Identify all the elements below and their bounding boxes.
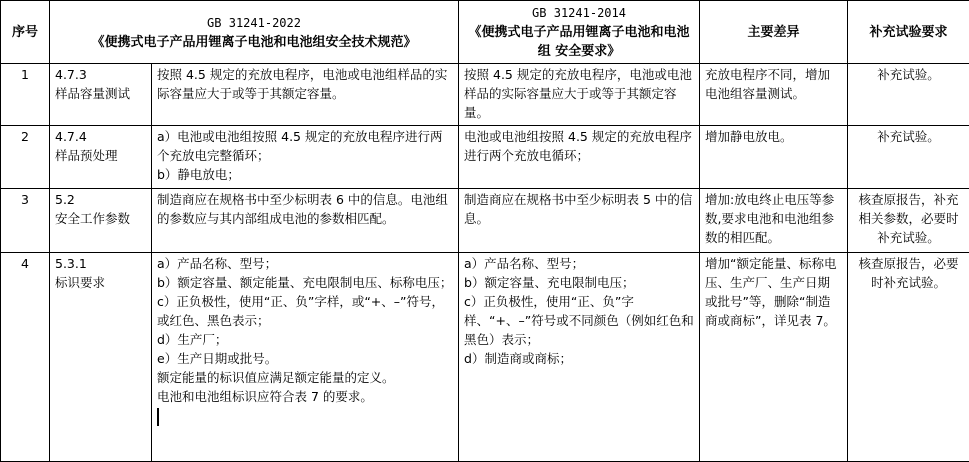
old-requirement-text: 电池或电池组按照 4.5 规定的充放电程序进行两个充放电循环；	[464, 129, 692, 163]
new-requirement-text: c）正负极性，使用“正、负”字样，或“+、–”符号，或红色、黑色表示；	[157, 294, 445, 328]
header-row	[1, 1, 969, 64]
header-diff: 主要差异	[700, 1, 848, 64]
text-cursor	[157, 408, 159, 426]
new-requirement-text: d）生产厂；	[157, 332, 228, 347]
new-standard-code: GB 31241-2022	[207, 15, 301, 30]
old-requirement-cell	[459, 253, 700, 462]
old-standard-title: 《便携式电子产品用锂离子电池和电池组 安全要求》	[468, 25, 690, 59]
new-requirement-cell[interactable]	[152, 253, 459, 462]
diff-text: 充放电程序不同，增加电池组容量测试。	[705, 67, 831, 101]
header-supplement: 补充试验要求	[848, 1, 969, 64]
new-requirement-text: b）静电放电；	[157, 167, 240, 182]
row-number: 4	[1, 253, 50, 462]
new-requirement-text: b）额定容量、额定能量、充电限制电压、标称电压；	[157, 275, 453, 290]
diff-cell	[700, 126, 848, 189]
new-requirement-cell	[152, 189, 459, 253]
table-row	[1, 253, 969, 462]
diff-cell	[700, 189, 848, 253]
old-requirement-text: 按照 4.5 规定的充放电程序，电池或电池样品的实际容量应大于或等于其额定容量。	[464, 67, 692, 120]
table-row	[1, 64, 969, 126]
row-number: 3	[1, 189, 50, 253]
clause-cell	[50, 253, 152, 462]
old-requirement-text: b）额定容量、充电限制电压；	[464, 275, 635, 290]
row-number: 2	[1, 126, 50, 189]
clause-number: 5.2	[55, 192, 75, 207]
old-requirement-text: d）制造商或商标；	[464, 351, 572, 366]
clause-title: 样品预处理	[55, 148, 118, 163]
diff-text: 增加静电放电。	[705, 129, 793, 144]
diff-cell	[700, 253, 848, 462]
supplement-cell	[848, 189, 969, 253]
clause-title: 安全工作参数	[55, 211, 131, 226]
new-requirement-text: e）生产日期或批号。	[157, 351, 278, 366]
clause-cell	[50, 189, 152, 253]
clause-number: 4.7.4	[55, 129, 87, 144]
supplement-text: 核查原报告，补充相关参数，必要时补充试验。	[858, 192, 959, 245]
clause-cell	[50, 64, 152, 126]
clause-number: 5.3.1	[55, 256, 87, 271]
clause-cell	[50, 126, 152, 189]
header-new-standard	[50, 1, 459, 64]
new-requirement-text: 电池和电池组标识应符合表 7 的要求。	[157, 389, 373, 404]
old-requirement-text: 制造商应在规格书中至少标明表 5 中的信息。	[464, 192, 693, 226]
row-number: 1	[1, 64, 50, 126]
new-requirement-cell	[152, 64, 459, 126]
new-standard-title: 《便携式电子产品用锂离子电池和电池组安全技术规范》	[91, 34, 417, 50]
supplement-cell	[848, 64, 969, 126]
old-requirement-cell	[459, 64, 700, 126]
table-row	[1, 189, 969, 253]
header-old-standard	[459, 1, 700, 64]
diff-cell	[700, 64, 848, 126]
diff-text: 增加:放电终止电压等参数,要求电池和电池组参数的相匹配。	[705, 192, 835, 245]
clause-title: 标识要求	[55, 275, 106, 290]
new-requirement-text: a）产品名称、型号；	[157, 256, 278, 271]
supplement-text: 补充试验。	[877, 67, 940, 82]
old-requirement-cell	[459, 126, 700, 189]
new-requirement-text: 制造商应在规格书中至少标明表 6 中的信息。电池组的参数应与其内部组成电池的参数相匹配。	[157, 192, 448, 226]
clause-number: 4.7.3	[55, 67, 87, 82]
old-requirement-text: c）正负极性，使用“正、负”字样、“+、–”符号或不同颜色（例如红色和黑色）表示；	[464, 294, 694, 347]
header-seq: 序号	[1, 1, 50, 64]
new-requirement-text: a）电池或电池组按照 4.5 规定的充放电程序进行两个充放电完整循环；	[157, 129, 443, 163]
old-standard-code: GB 31241-2014	[532, 6, 626, 20]
old-requirement-text: a）产品名称、型号；	[464, 256, 585, 271]
new-requirement-cell	[152, 126, 459, 189]
old-requirement-cell	[459, 189, 700, 253]
supplement-cell	[848, 253, 969, 462]
supplement-text: 补充试验。	[877, 129, 940, 144]
new-requirement-text: 额定能量的标识值应满足额定能量的定义。	[157, 370, 395, 385]
supplement-text: 核查原报告，必要时补充试验。	[858, 256, 959, 290]
supplement-cell	[848, 126, 969, 189]
table-row	[1, 126, 969, 189]
new-requirement-text: 按照 4.5 规定的充放电程序，电池或电池组样品的实际容量应大于或等于其额定容量。	[157, 67, 448, 101]
diff-text: 增加“额定能量、标称电压、生产厂、生产日期或批号”等，删除“制造商或商标”，详见表 7。	[705, 256, 837, 328]
clause-title: 样品容量测试	[55, 86, 131, 101]
